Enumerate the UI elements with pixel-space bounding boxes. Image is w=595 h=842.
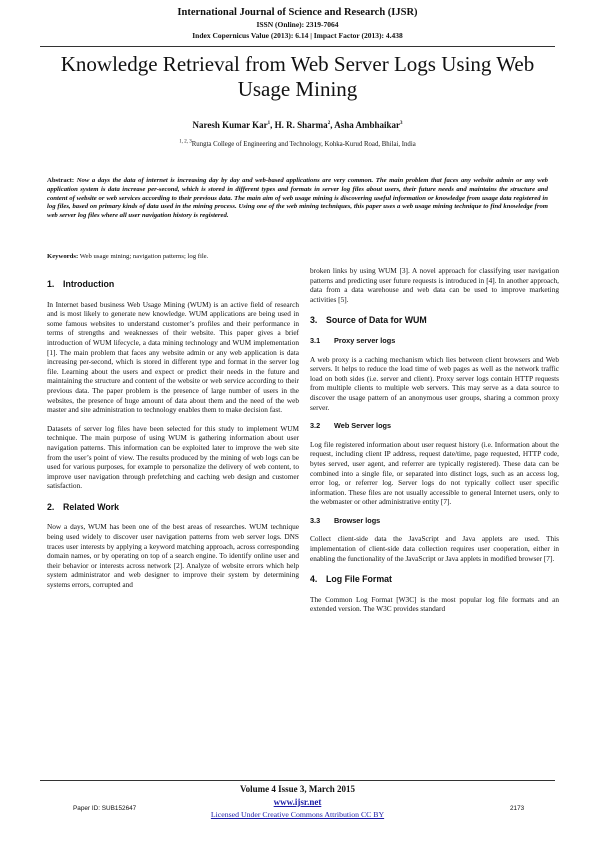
journal-issn: ISSN (Online): 2319-7064 xyxy=(256,20,339,29)
subsection-number: 3.1 xyxy=(310,335,321,345)
paragraph: Now a days, WUM has been one of the best areas of researches. WUM technique being used widely to discover user navigation patterns from web server logs. DNS traces user interests by applying a keyword matching approach, across corresponding domain names, or by operating on top of a search engine. To identify online user and their behavior or interests across network [2]. Analyze of website errors which help system administrator and web designer to improve their system by determining systems errors, corrupted and xyxy=(47,522,299,590)
paragraph: Log file registered information about user request history (i.e. Information about the request, including client IP address, request date/time, page requested, HTTP code, bytes served, user agent, and referrer are typically registered). These data can be combined into a single file, or separated into distinct logs, such as an access log, error log, or referrer log. Server logs do not typically collect user specific information. These files are not usually accessible to general Internet users, only to the webmaster or other administrative entity [7]. xyxy=(310,439,559,507)
affiliation-superscript: 1, 2, 3 xyxy=(179,139,192,145)
journal-name: International Journal of Science and Research (IJSR) xyxy=(177,7,418,18)
keywords-text: Web usage mining; navigation patterns; log file. xyxy=(79,253,209,260)
right-column xyxy=(310,266,559,623)
section-heading xyxy=(310,575,559,585)
footer-page-number: 2173 xyxy=(510,805,525,812)
abstract-label: Abstract: xyxy=(47,177,75,184)
footer-volume: Volume 4 Issue 3, March 2015 xyxy=(239,784,355,794)
left-column xyxy=(47,268,299,599)
section-title: Introduction xyxy=(63,279,115,289)
author-name: Naresh Kumar Kar xyxy=(192,120,268,130)
section-title: Source of Data for WUM xyxy=(326,315,427,326)
subsection-title: Proxy server logs xyxy=(334,335,396,345)
journal-header xyxy=(0,6,595,41)
author-superscript: 1 xyxy=(267,121,271,126)
section-title: Related Work xyxy=(63,501,120,512)
subsection-title: Web Server logs xyxy=(334,421,392,431)
section-number: 4. xyxy=(310,574,318,585)
affiliation xyxy=(40,141,555,148)
section-heading xyxy=(310,316,559,326)
section-heading xyxy=(47,280,299,290)
author-separator: , xyxy=(330,120,335,130)
paragraph: The Common Log Format [W3C] is the most popular log file formats and an extended version. The W3C provides standard xyxy=(310,594,559,614)
section-number: 1. xyxy=(47,279,55,289)
affiliation-text: Rungta College of Engineering and Technology, Kohka-Kurud Road, Bhilai, India xyxy=(191,141,416,148)
paragraph: broken links by using WUM [3]. A novel approach for classifying user navigation patterns and predicting user future requests is introduced in [4]. In another approach, data from a data warehouse and web data can be used to improve marketing activities [5]. xyxy=(310,266,559,304)
keywords xyxy=(47,252,548,261)
subsection-number: 3.2 xyxy=(310,421,321,431)
subsection-heading xyxy=(310,336,559,346)
abstract xyxy=(47,177,548,221)
paragraph: A web proxy is a caching mechanism which lies between client browsers and Web servers. It helps to reduce the load time of web pages as well as the network traffic load on both sides (i.e. server and client). Proxy server logs contain HTTP requests from multiple clients to multiple web servers. This may serve as a data source to discover the usage pattern of an anonymous user groups, sharing a common proxy server. xyxy=(310,354,559,412)
footer-paper-id: Paper ID: SUB152647 xyxy=(73,805,137,812)
paragraph: In Internet based business Web Usage Mining (WUM) is an active field of research and is most likely to generate new knowledge. WUM applications are being used in some famous websites to understand customer’s profiles and their performance in terms of strengths and weaknesses of their website. This paper gives a brief introduction of WUM lifecycle, a data mining technology and WUM implementation [1]. The main problem that faces any website admin or any web application is data increasing per-second, which is stored in different type and format in the server log file. Learning about the users and expect or predict their needs in the future and maintaining the structure and content of the website or web service according to their previous data. The paper problem is the presence of large number of users in the websites, the presence of huge amount of data about them and the need of the web master and site administration to technology enables them to make decision fast. xyxy=(47,299,299,415)
author-superscript: 3 xyxy=(399,121,403,126)
paper-title: Knowledge Retrieval from Web Server Logs Using Web Usage Mining xyxy=(60,52,535,101)
author-separator: , xyxy=(270,120,275,130)
subsection-heading xyxy=(310,516,559,526)
section-heading xyxy=(47,503,299,513)
paragraph: Datasets of server log files have been selected for this study to implement WUM technique. The main purpose of using WUM is gathering information about user navigation patterns. This information can be exploited later to improve the web site from the user’s point of view. The results produced by the mining of web logs can be used for various purposes, for example to personalize the delivery of web content, to improve user navigation through prefetching and caching web design and customer satisfaction. xyxy=(47,423,299,491)
author-name: Asha Ambhaikar xyxy=(334,120,400,130)
footer-url-link[interactable]: www.ijsr.net xyxy=(273,797,322,807)
author-superscript: 2 xyxy=(327,121,331,126)
journal-index: Index Copernicus Value (2013): 6.14 | Impact Factor (2013): 4.438 xyxy=(192,31,403,40)
subsection-title: Browser logs xyxy=(334,515,381,525)
subsection-number: 3.3 xyxy=(310,515,321,525)
keywords-label: Keywords: xyxy=(47,253,79,260)
author-name: H. R. Sharma xyxy=(274,120,328,130)
section-title: Log File Format xyxy=(326,574,392,585)
footer-divider xyxy=(40,780,555,781)
abstract-text: Now a days the data of internet is increasing day by day and web-based applications are very common. The main problem that faces any website admin or any web application system is data increase per-second, which is stored in different types and formats in server log files about users, their future needs and maintains the structure and content of website or web services according to their previous data. The main aim of web usage mining is discovering useful information or knowledge from usage data registered in log files, based on primary kinds of data used in the mining process. Using one of the web mining techniques, this paper uses a web usage mining technique to find knowledge from web server log files where all user navigation history is registered. xyxy=(47,177,549,220)
subsection-heading xyxy=(310,421,559,431)
section-number: 2. xyxy=(47,501,55,512)
section-number: 3. xyxy=(310,315,318,326)
author-list xyxy=(40,120,555,130)
paragraph: Collect client-side data the JavaScript and Java applets are used. This implementation of client-side data collection requires user cooperation, either in enabling the functionality of the JavaScript or Java applets in modified browser [7]. xyxy=(310,534,559,563)
footer-license-link[interactable]: Licensed Under Creative Commons Attribution CC BY xyxy=(210,810,385,819)
header-divider xyxy=(40,46,555,47)
